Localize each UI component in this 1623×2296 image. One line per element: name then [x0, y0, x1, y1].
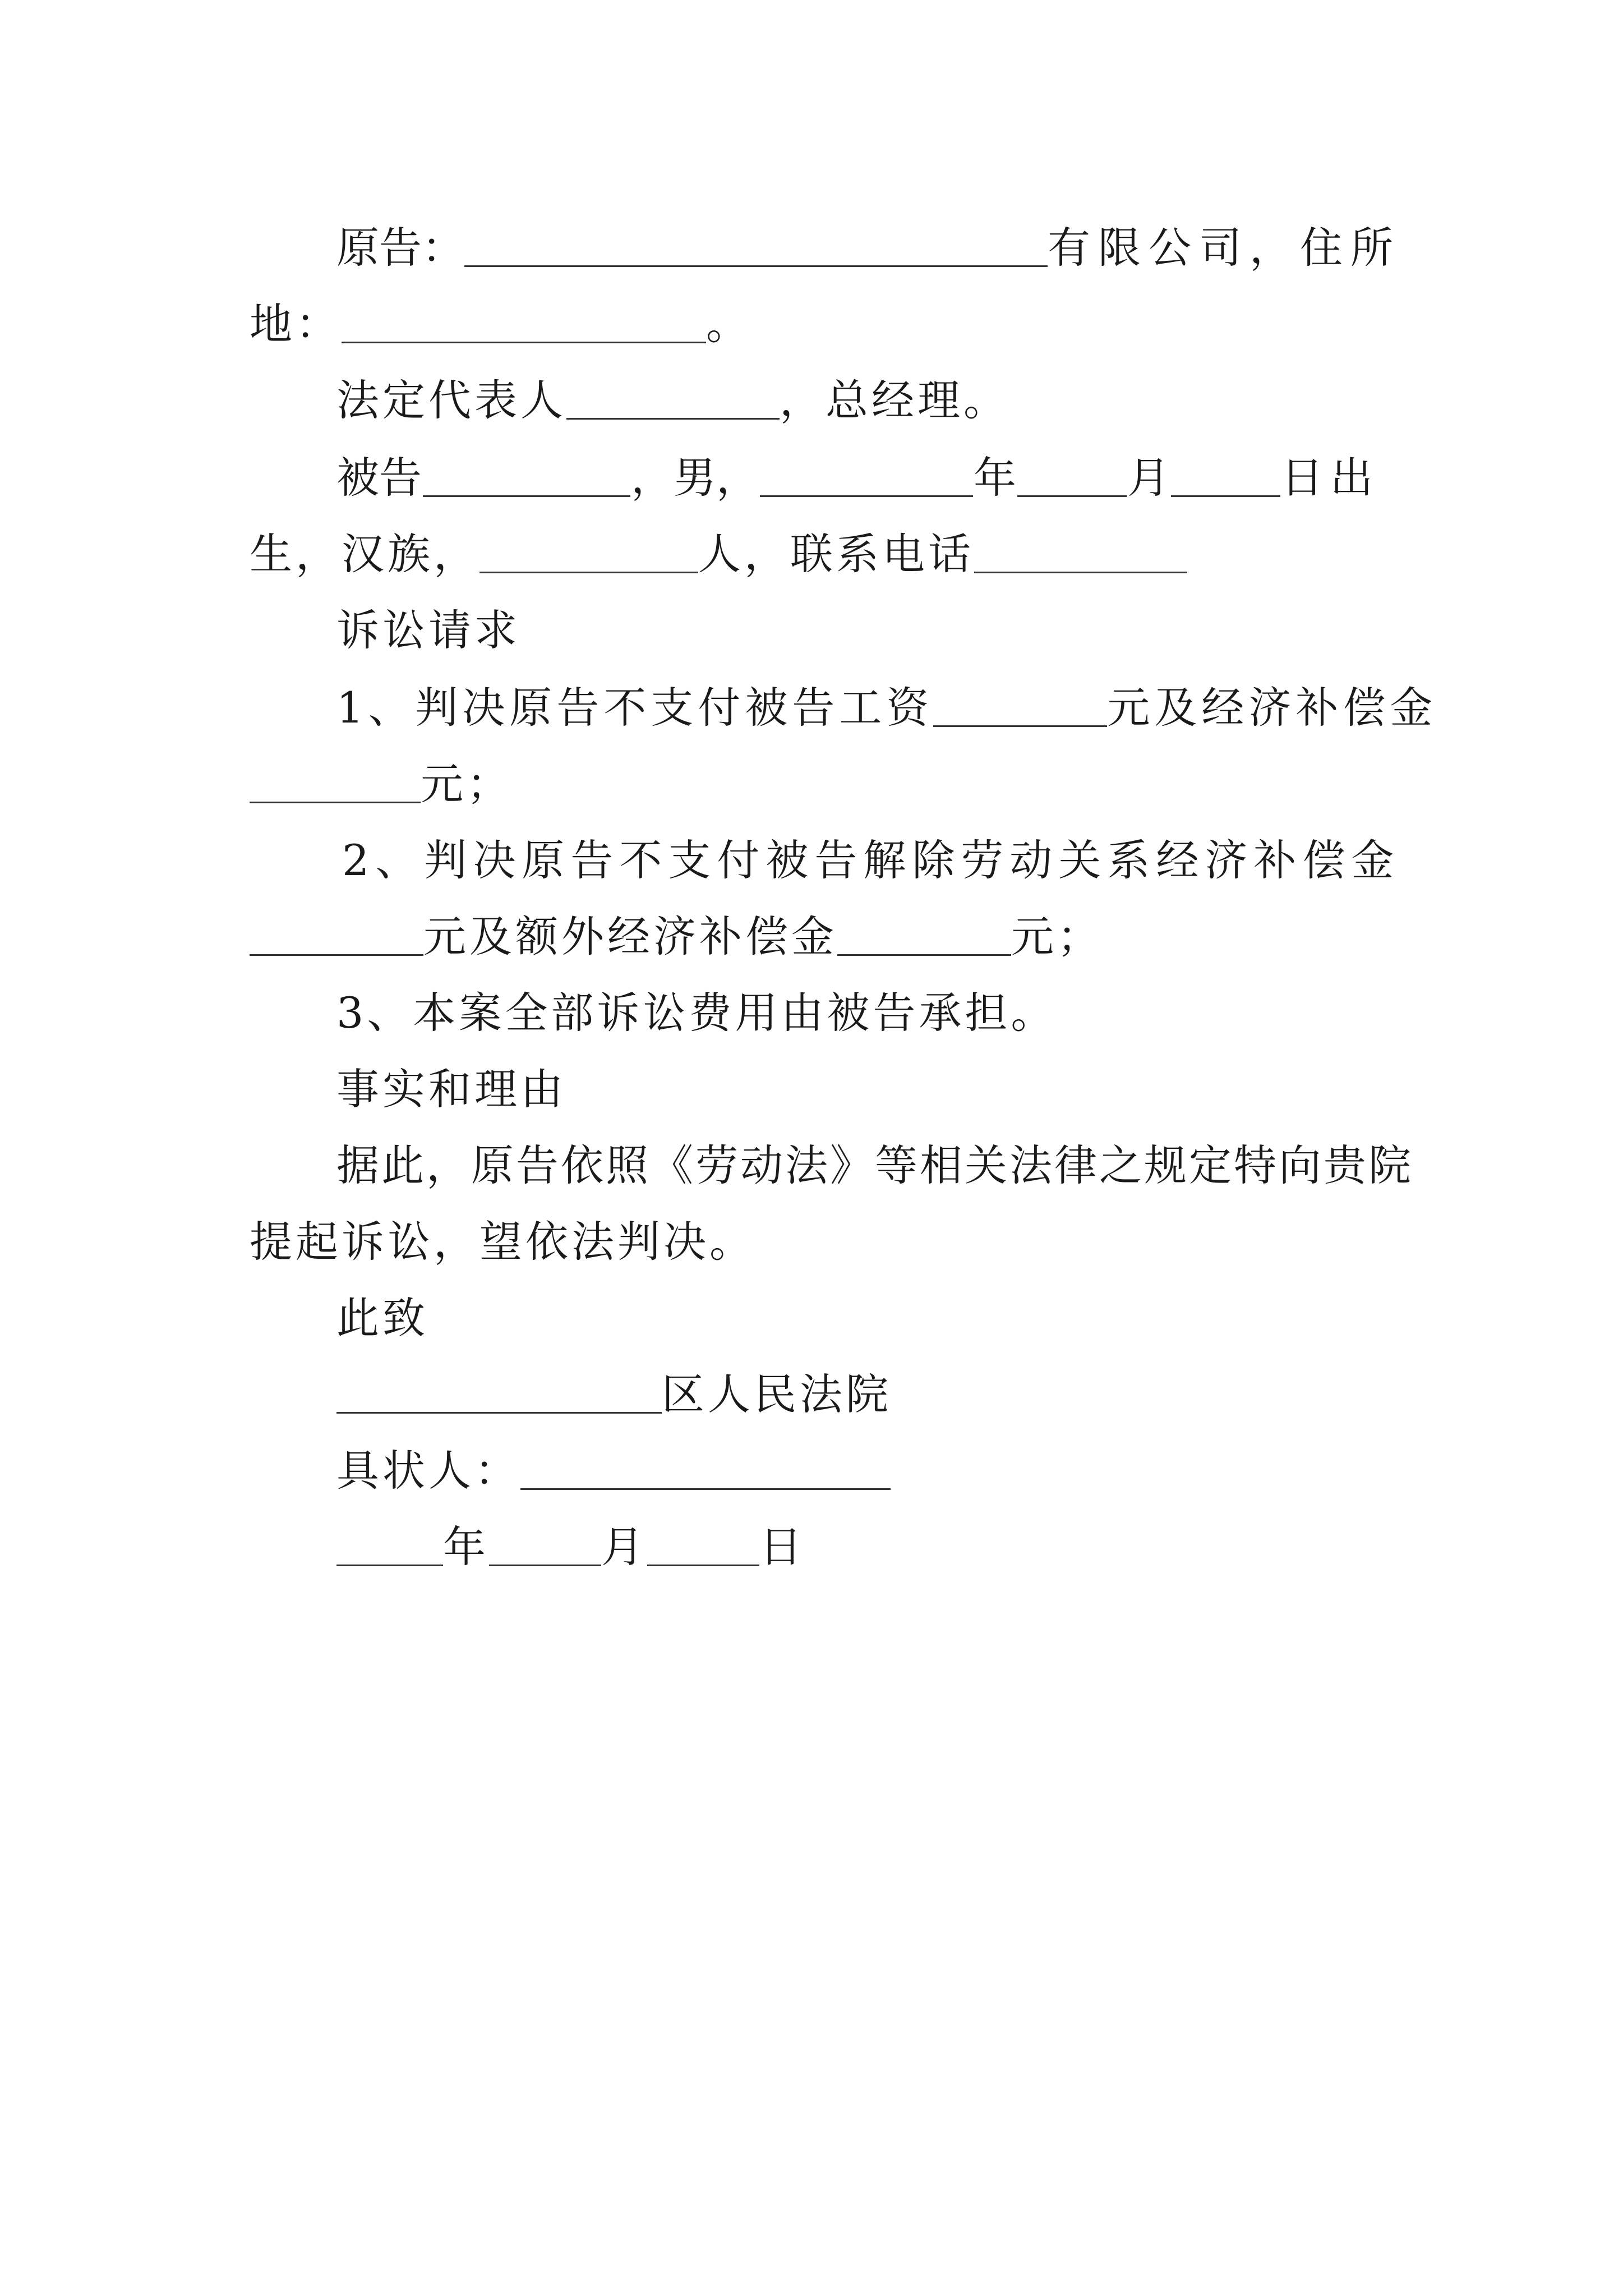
claim-1-end: 元； [421, 759, 513, 809]
termination-amount-blank[interactable] [250, 918, 423, 956]
signer-blank[interactable] [520, 1452, 891, 1490]
facts-text-2: 提起诉讼，望依法判决。 [250, 1217, 755, 1267]
claim-3-line [336, 967, 1057, 1038]
birth-year-label: 年 [974, 453, 1016, 503]
birth-month-blank[interactable] [1017, 459, 1127, 497]
plaintiff-line [336, 202, 1401, 273]
sign-year-label: 年 [443, 1522, 489, 1572]
company-suffix: 有限公司，住所 [1048, 223, 1401, 273]
birth-day-blank[interactable] [1171, 459, 1280, 497]
defendant-gender: ，男， [631, 453, 759, 503]
sign-day-blank[interactable] [647, 1529, 759, 1566]
address-label: 地： [250, 299, 342, 349]
representative-label: 法定代表人 [336, 375, 566, 425]
claim-2-line-2 [250, 891, 1103, 961]
sign-day-label: 日 [759, 1522, 805, 1572]
facts-heading [336, 1043, 566, 1114]
court-line [336, 1349, 892, 1419]
court-district-blank[interactable] [336, 1376, 662, 1414]
facts-line-1 [336, 1120, 1413, 1190]
plaintiff-label: 原告： [336, 223, 464, 273]
court-suffix: 区人民法院 [662, 1369, 892, 1419]
facts-heading-text: 事实和理由 [336, 1064, 566, 1114]
birth-month-label: 月 [1127, 453, 1170, 503]
company-name-blank[interactable] [464, 229, 1048, 267]
address-end: 。 [706, 299, 752, 349]
claim-2-text: 2、判决原告不支付被告解除劳动关系经济补偿金 [342, 835, 1400, 885]
phone-blank[interactable] [974, 536, 1187, 573]
defendant-line-2 [250, 508, 1187, 579]
greeting-line [336, 1272, 428, 1343]
facts-text-1: 据此，原告依照《劳动法》等相关法律之规定特向贵院 [336, 1140, 1413, 1190]
claim-1-line-2 [250, 738, 513, 809]
claims-heading-text: 诉讼请求 [336, 605, 520, 655]
claim-1-text: 1、判决原告不支付被告工资 [336, 683, 934, 733]
phone-label: 人，联系电话 [698, 529, 974, 579]
birth-year-blank[interactable] [760, 459, 973, 497]
ethnicity-text: 生，汉族， [250, 529, 479, 579]
claim-1-line [336, 662, 1437, 733]
representative-suffix: ，总经理。 [780, 375, 1009, 425]
birth-day-label: 日出 [1281, 453, 1380, 503]
sign-year-blank[interactable] [336, 1529, 443, 1566]
sign-month-blank[interactable] [489, 1529, 601, 1566]
signer-label: 具状人： [336, 1446, 520, 1496]
claim-3-text: 3、本案全部诉讼费用由被告承担。 [336, 988, 1057, 1038]
extra-compensation-blank[interactable] [837, 918, 1011, 956]
claim-2-end: 元； [1011, 912, 1103, 961]
address-blank[interactable] [342, 306, 706, 343]
sign-month-label: 月 [601, 1522, 647, 1572]
signer-line [336, 1425, 891, 1496]
greeting-text: 此致 [336, 1293, 428, 1343]
defendant-label: 被告 [336, 453, 422, 503]
facts-line-2 [250, 1196, 755, 1267]
compensation-amount-blank[interactable] [250, 766, 421, 803]
address-line [250, 278, 752, 349]
claim-1-mid: 元及经济补偿金 [1107, 683, 1437, 733]
claim-2-mid: 元及额外经济补偿金 [423, 912, 837, 961]
representative-line [336, 355, 1009, 425]
date-line [336, 1501, 805, 1572]
representative-blank[interactable] [566, 382, 780, 420]
hometown-blank[interactable] [479, 536, 698, 573]
defendant-line [336, 432, 1380, 503]
claim-2-line [342, 815, 1400, 885]
defendant-name-blank[interactable] [423, 459, 630, 497]
wage-amount-blank[interactable] [933, 689, 1107, 727]
claims-heading [336, 585, 520, 655]
